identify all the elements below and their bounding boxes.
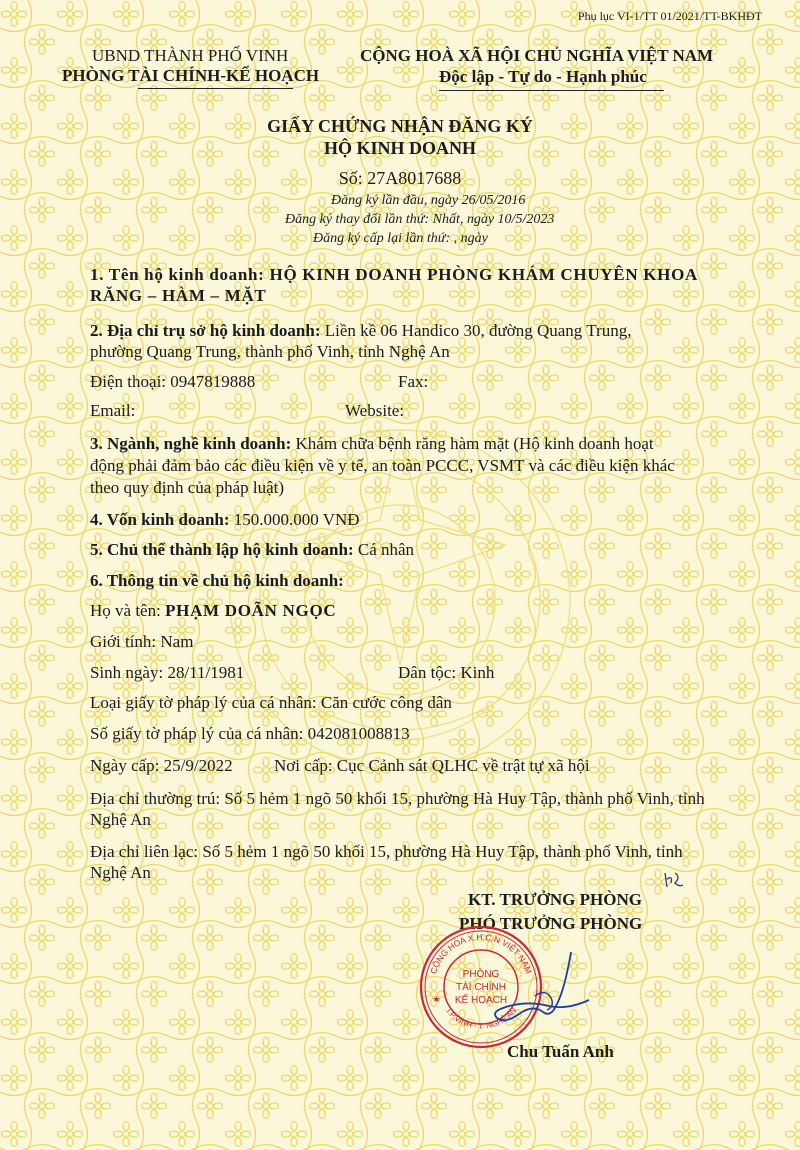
address-value: Liền kề 06 Handico 30, đường Quang Trung, — [324, 321, 632, 340]
capital-value: 150.000.000 VNĐ — [233, 510, 360, 529]
owner-dob: Sinh ngày: 28/11/1981 — [90, 663, 245, 682]
stamp-center-1: PHÒNG — [462, 969, 500, 980]
owner-contact-address-cont: Nghệ An — [90, 863, 151, 882]
business-value: Khám chữa bệnh răng hàm mặt (Hộ kinh doanh hoạt — [295, 434, 654, 453]
issuer-city: UBND THÀNH PHỐ VINH — [92, 46, 289, 65]
stamp-star-icon — [433, 996, 441, 1002]
founder-value: Cá nhân — [357, 540, 415, 559]
document-subtitle: HỘ KINH DOANH — [323, 138, 476, 158]
first-registration: Đăng ký lần đầu, ngày 26/05/2016 — [331, 193, 526, 208]
document-title: GIẤY CHỨNG NHẬN ĐĂNG KÝ — [267, 116, 533, 136]
phone-label: Điện thoại: — [90, 372, 167, 391]
owner-ethnicity: Dân tộc: Kinh — [398, 663, 495, 682]
capital-label: 4. Vốn kinh doanh: — [90, 510, 230, 529]
business-value-cont: động phải đảm bảo các điều kiện về y tế, an toàn PCCC, VSMT và các điều kiện khác — [90, 456, 675, 475]
business-name-value: HỘ KINH DOANH PHÒNG KHÁM CHUYÊN KHOA — [269, 265, 698, 284]
owner-contact-address: Địa chỉ liên lạc: Số 5 hẻm 1 ngõ 50 khối 15, phường Hà Huy Tập, thành phố Vinh, tỉnh — [90, 842, 683, 861]
business-label: 3. Ngành, nghề kinh doanh: — [90, 434, 292, 453]
owner-id-type: Loại giấy tờ pháp lý của cá nhân: Căn cước công dân — [90, 693, 452, 712]
business-name-value-cont: RĂNG – HÀM – MẶT — [90, 286, 267, 305]
national-motto: Độc lập - Tự do - Hạnh phúc — [439, 67, 647, 86]
signer-name: Chu Tuấn Anh — [507, 1042, 614, 1061]
stamp-outer-bottom: T.P.VINH - T. NGHỆ AN — [443, 1005, 519, 1031]
capital-line — [90, 510, 360, 530]
reissue-registration: Đăng ký cấp lại lần thứ: , ngày — [313, 231, 488, 246]
owner-permanent-address-cont: Nghệ An — [90, 810, 151, 829]
business-value-cont2: theo quy định của pháp luật) — [90, 478, 285, 497]
email-label: Email: — [90, 401, 136, 420]
signer-deputy-role: PHÓ TRƯỞNG PHÒNG — [459, 914, 643, 933]
address-line — [90, 321, 631, 341]
phone-value: 0947819888 — [170, 372, 256, 391]
address-value-cont: phường Quang Trung, thành phố Vinh, tỉnh Nghệ An — [90, 342, 450, 361]
handwritten-signature — [485, 948, 595, 1038]
owner-gender: Giới tính: Nam — [90, 632, 194, 651]
owner-section-label: 6. Thông tin về chủ hộ kinh doanh: — [90, 571, 344, 590]
owner-id-number: Số giấy tờ pháp lý của cá nhân: 042081008813 — [90, 724, 410, 743]
business-name-label: 1. Tên hộ kinh doanh: — [90, 265, 265, 284]
owner-issue-place: Nơi cấp: Cục Cảnh sát QLHC về trật tự xã hội — [274, 756, 590, 775]
national-title: CỘNG HOÀ XÃ HỘI CHỦ NGHĨA VIỆT NAM — [360, 46, 714, 65]
phone-line — [90, 372, 255, 392]
owner-permanent-address: Địa chỉ thường trú: Số 5 hẻm 1 ngõ 50 khối 15, phường Hà Huy Tập, thành phố Vinh, tỉnh — [90, 789, 705, 808]
registration-number: Số: 27A8017688 — [338, 168, 462, 188]
fax-label: Fax: — [398, 372, 429, 391]
owner-issue-date: Ngày cấp: 25/9/2022 — [90, 756, 233, 775]
owner-name-label: Họ và tên: — [90, 601, 161, 620]
business-line — [90, 434, 654, 454]
business-name-line — [90, 265, 698, 285]
issuer-underline — [138, 88, 293, 89]
address-label: 2. Địa chỉ trụ sở hộ kinh doanh: — [90, 321, 321, 340]
change-registration: Đăng ký thay đổi lần thứ: Nhất, ngày 10/5/2023 — [285, 212, 555, 227]
issuer-department: PHÒNG TÀI CHÍNH-KẾ HOẠCH — [62, 66, 320, 85]
signer-role: KT. TRƯỞNG PHÒNG — [468, 890, 642, 909]
owner-name-value: PHẠM DOÃN NGỌC — [165, 601, 337, 620]
appendix-reference: Phụ lục VI-1/TT 01/2021/TT-BKHĐT — [577, 9, 762, 23]
website-label: Website: — [345, 401, 405, 420]
stamp-outer-top: CỘNG HÒA X.H.C.N VIỆT NAM — [428, 931, 534, 976]
founder-line — [90, 540, 414, 560]
motto-underline — [439, 90, 664, 91]
stamp-center-2: TÀI CHÍNH — [456, 982, 506, 993]
founder-label: 5. Chủ thể thành lập hộ kinh doanh: — [90, 540, 354, 559]
stamp-center-3: KẾ HOẠCH — [454, 995, 508, 1006]
initials-mark — [661, 869, 685, 893]
owner-name-line — [90, 601, 336, 621]
